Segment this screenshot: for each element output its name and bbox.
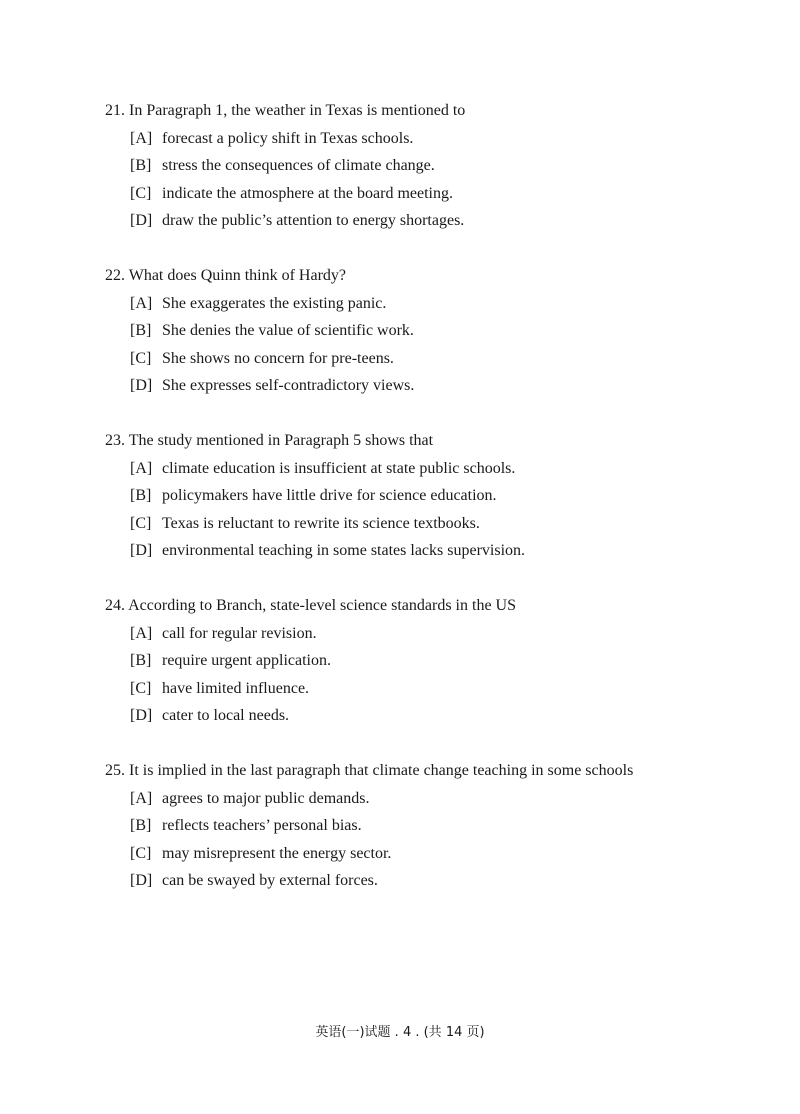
- option-letter: [B]: [130, 157, 152, 174]
- option-text: may misrepresent the energy sector.: [162, 844, 392, 862]
- option-c: [105, 349, 785, 369]
- option-letter: [D]: [130, 707, 153, 724]
- option-c: [105, 514, 785, 534]
- option-b: [105, 816, 785, 836]
- option-text: She expresses self-contradictory views.: [162, 377, 415, 394]
- option-text: forecast a policy shift in Texas schools.: [162, 129, 414, 147]
- option-letter: [C]: [130, 514, 152, 532]
- option-c: [105, 844, 785, 864]
- option-letter: [C]: [130, 844, 152, 862]
- option-a: [105, 624, 785, 644]
- option-a: [105, 459, 785, 479]
- option-letter: [C]: [130, 184, 152, 202]
- option-text: require urgent application.: [162, 652, 331, 669]
- option-letter: [A]: [130, 294, 153, 312]
- option-letter: [B]: [130, 817, 152, 834]
- option-text: agrees to major public demands.: [162, 789, 370, 807]
- option-a: [105, 789, 785, 809]
- question-stem: 21. In Paragraph 1, the weather in Texas is mentioned to: [105, 102, 466, 119]
- option-letter: [B]: [130, 487, 152, 504]
- option-b: [105, 651, 785, 671]
- question-23: [105, 431, 785, 561]
- option-c: [105, 184, 785, 204]
- question-22: [105, 266, 785, 396]
- option-b: [105, 486, 785, 506]
- option-text: call for regular revision.: [162, 624, 317, 642]
- question-stem: 22. What does Quinn think of Hardy?: [105, 267, 346, 284]
- option-text: She exaggerates the existing panic.: [162, 294, 387, 312]
- option-letter: [D]: [130, 212, 153, 229]
- option-text: She denies the value of scientific work.: [162, 322, 414, 339]
- option-d: [105, 376, 785, 396]
- option-text: indicate the atmosphere at the board meeting.: [162, 184, 453, 202]
- option-text: stress the consequences of climate change.: [162, 157, 435, 174]
- option-text: reflects teachers’ personal bias.: [162, 817, 362, 834]
- option-letter: [B]: [130, 652, 152, 669]
- option-letter: [A]: [130, 624, 153, 642]
- option-text: She shows no concern for pre-teens.: [162, 349, 394, 367]
- question-21: [105, 101, 785, 231]
- option-d: [105, 871, 785, 891]
- option-d: [105, 706, 785, 726]
- option-d: [105, 211, 785, 231]
- option-text: Texas is reluctant to rewrite its science textbooks.: [162, 514, 480, 532]
- question-stem: 25. It is implied in the last paragraph that climate change teaching in some schools: [105, 762, 634, 779]
- question-stem: 24. According to Branch, state-level science standards in the US: [105, 597, 516, 614]
- option-letter: [B]: [130, 322, 152, 339]
- option-letter: [C]: [130, 679, 152, 697]
- option-letter: [A]: [130, 789, 153, 807]
- option-text: environmental teaching in some states lacks supervision.: [162, 542, 526, 559]
- option-letter: [D]: [130, 542, 153, 559]
- option-b: [105, 156, 785, 176]
- option-d: [105, 541, 785, 561]
- question-stem: 23. The study mentioned in Paragraph 5 shows that: [105, 432, 434, 449]
- option-text: cater to local needs.: [162, 707, 290, 724]
- option-letter: [D]: [130, 872, 153, 889]
- page-footer: 英语(一)试题 . 4 . (共 14 页): [315, 1025, 485, 1040]
- option-a: [105, 129, 785, 149]
- option-text: climate education is insufficient at state public schools.: [162, 459, 516, 477]
- option-letter: [A]: [130, 129, 153, 147]
- option-letter: [D]: [130, 377, 153, 394]
- option-c: [105, 679, 785, 699]
- option-a: [105, 294, 785, 314]
- option-text: can be swayed by external forces.: [162, 872, 378, 889]
- option-letter: [C]: [130, 349, 152, 367]
- option-text: policymakers have little drive for science education.: [162, 487, 497, 504]
- question-25: [105, 761, 785, 891]
- option-text: draw the public’s attention to energy shortages.: [162, 212, 465, 229]
- option-text: have limited influence.: [162, 679, 310, 697]
- question-24: [105, 596, 785, 726]
- option-letter: [A]: [130, 459, 153, 477]
- option-b: [105, 321, 785, 341]
